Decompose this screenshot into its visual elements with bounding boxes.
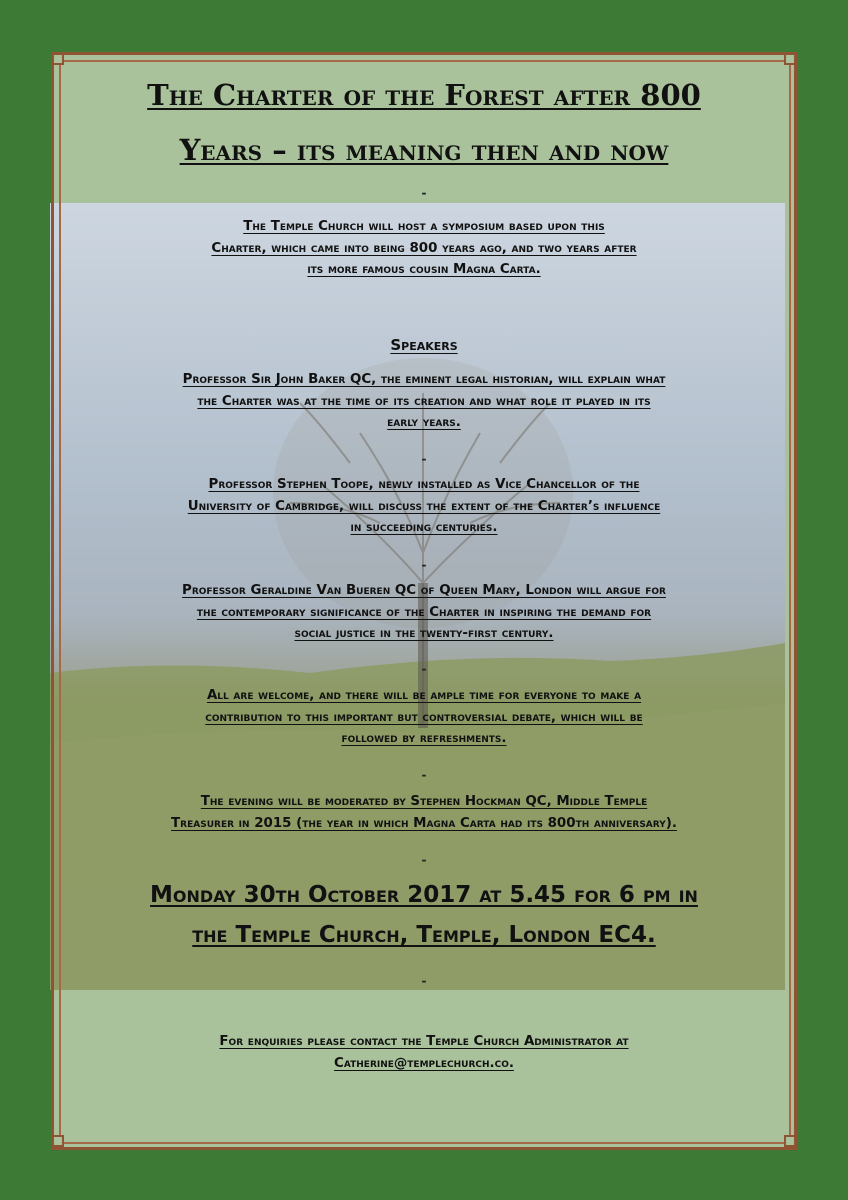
poster-content xyxy=(51,52,797,1150)
speaker-2-line-1: Professor Stephen Toope, newly installed as Vice Chancellor of the xyxy=(208,477,640,492)
event-date xyxy=(71,875,777,955)
speaker-2-line-2: University of Cambridge, will discuss the extent of the Charter’s influence xyxy=(187,498,661,514)
welcome-line-3: followed by refreshments. xyxy=(341,731,507,746)
moderator-line-1: The evening will be moderated by Stephen Hockman QC, Middle Temple xyxy=(200,794,648,809)
separator: - xyxy=(421,974,427,988)
speaker-1-paragraph xyxy=(79,369,769,434)
intro-paragraph xyxy=(79,216,769,281)
event-date-line-1: Monday 30th October 2017 at 5.45 for 6 pm in xyxy=(150,882,698,908)
title-line-2: Years – its meaning then and now xyxy=(179,133,669,167)
welcome-line-1: All are welcome, and there will be ample time for everyone to make a xyxy=(206,688,642,703)
welcome-paragraph xyxy=(79,685,769,750)
title-line-1: The Charter of the Forest after 800 xyxy=(147,78,701,112)
poster-title xyxy=(51,68,797,178)
separator: - xyxy=(421,853,427,867)
separator: - xyxy=(421,662,427,676)
intro-line-1: The Temple Church will host a symposium based upon this xyxy=(243,219,605,234)
speaker-1-line-2: the Charter was at the time of its creation and what role it played in its xyxy=(197,393,651,409)
speaker-3-line-3: social justice in the twenty-first century. xyxy=(294,626,554,641)
contact-email[interactable]: Catherine@templechurch.co. xyxy=(334,1055,514,1071)
separator: - xyxy=(421,768,427,782)
intro-line-2: Charter, which came into being 800 years ago, and two years after xyxy=(211,240,637,256)
separator: - xyxy=(421,558,427,572)
speaker-3-line-1: Professor Geraldine Van Bueren QC of Queen Mary, London will argue for xyxy=(182,583,666,598)
welcome-line-2: contribution to this important but controversial debate, which will be xyxy=(205,709,643,725)
moderator-line-2: Treasurer in 2015 (the year in which Magna Carta had its 800th anniversary). xyxy=(171,815,677,831)
speaker-2-paragraph xyxy=(79,474,769,539)
speakers-heading-text: Speakers xyxy=(390,336,458,354)
intro-line-3: its more famous cousin Magna Carta. xyxy=(307,262,541,277)
separator: - xyxy=(421,186,427,200)
enquiries-line-1: For enquiries please contact the Temple Church Administrator at xyxy=(219,1034,629,1049)
moderator-paragraph xyxy=(79,791,769,834)
speaker-3-paragraph xyxy=(79,580,769,645)
event-date-line-2: the Temple Church, Temple, London EC4. xyxy=(192,922,656,948)
enquiries-paragraph xyxy=(79,1031,769,1074)
separator: - xyxy=(421,452,427,466)
speaker-3-line-2: the contemporary significance of the Charter in inspiring the demand for xyxy=(196,604,652,620)
speaker-1-line-1: Professor Sir John Baker QC, the eminent legal historian, will explain what xyxy=(182,372,666,387)
speaker-1-line-3: early years. xyxy=(387,415,461,430)
speakers-heading xyxy=(51,336,797,354)
speaker-2-line-3: in succeeding centuries. xyxy=(350,520,498,535)
